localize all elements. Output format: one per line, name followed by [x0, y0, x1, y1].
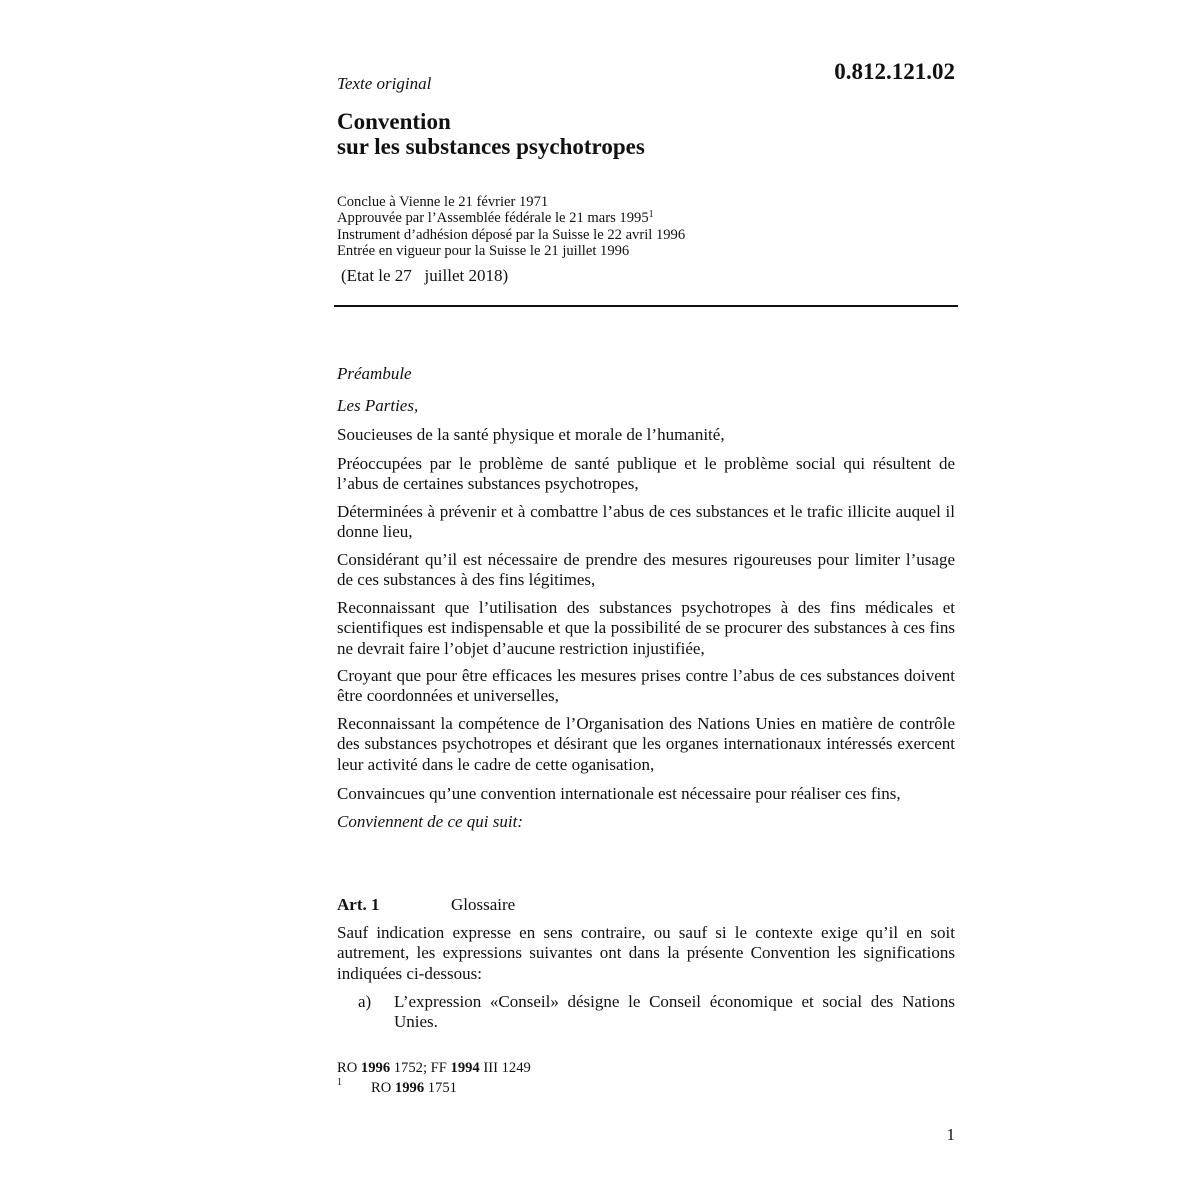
- footnote-ref-1: 1: [648, 209, 654, 221]
- article-heading: [337, 894, 515, 916]
- header-rule: [334, 305, 958, 307]
- state-date: (Etat le 27 juillet 2018): [341, 266, 509, 285]
- footnote-1: [371, 1079, 457, 1097]
- preamble-paragraph: Reconnaissant que l’utilisation des substances psychotropes à des fins médicales et scientifiques est indispensable et que la possibilité de se procurer des substances à ces fins ne devrait faire l’objet d’aucune restriction injustifiée,: [337, 598, 955, 658]
- footnote-ro-page: 1752; FF: [390, 1060, 451, 1076]
- meta-approved: [337, 210, 685, 226]
- title-line-2: sur les substances psychotropes: [337, 134, 645, 159]
- preamble-paragraph: Déterminées à prévenir et à combattre l’abus de ces substances et le trafic illicite auquel il donne lieu,: [337, 502, 955, 542]
- footnote-ff-year: 1994: [450, 1060, 480, 1076]
- document-number: 0.812.121.02: [834, 59, 955, 84]
- footnote-ro-year: 1996: [360, 1060, 391, 1076]
- page-number: 1: [946, 1125, 955, 1144]
- document-title: [337, 109, 645, 159]
- preamble-paragraph: Reconnaissant la compétence de l’Organisation des Nations Unies en matière de contrôle des substances psychotropes et désirant que les organes internationaux intéressés exercent leur activité dans le cadre de cette oganisation,: [337, 714, 955, 774]
- meta-instrument: Instrument d’adhésion déposé par la Suisse le 22 avril 1996: [337, 226, 686, 243]
- footnote-1-year: 1996: [394, 1080, 425, 1096]
- conclusion-metadata: [337, 194, 685, 259]
- preamble-paragraph: Soucieuses de la santé physique et morale de l’humanité,: [337, 425, 725, 444]
- title-line-1: Convention: [337, 109, 451, 134]
- article-intro: Sauf indication expresse en sens contraire, ou sauf si le contexte exige qu’il en soit autrement, les expressions suivantes ont dans la présente Convention les significations indiquées ci-dessous:: [337, 923, 955, 983]
- preamble-paragraph: Croyant que pour être efficaces les mesures prises contre l’abus de ces substances doivent être coordonnées et universelles,: [337, 666, 955, 706]
- meta-entry-into-force: Entrée en vigueur pour la Suisse le 21 juillet 1996: [337, 242, 630, 259]
- footnote-1-label: RO: [371, 1080, 395, 1096]
- original-text-label: Texte original: [337, 74, 432, 93]
- meta-approved-text: Approuvée par l’Assemblée fédérale le 21 mars 1995: [337, 210, 649, 227]
- preamble-paragraph: Convaincues qu’une convention internationale est nécessaire pour réaliser ces fins,: [337, 784, 901, 803]
- list-item-letter: a): [358, 992, 372, 1011]
- article-title: Glossaire: [451, 895, 516, 914]
- preamble-heading: Préambule: [337, 364, 412, 383]
- footnote-source: [337, 1059, 531, 1077]
- meta-concluded: Conclue à Vienne le 21 février 1971: [337, 194, 549, 210]
- preamble-paragraph: Préoccupées par le problème de santé publique et le problème social qui résultent de l’abus de certaines substances psychotropes,: [337, 454, 955, 494]
- footnote-ff-ref: III 1249: [479, 1060, 531, 1076]
- footnote-ro-label: RO: [337, 1060, 361, 1076]
- list-item-text: L’expression «Conseil» désigne le Conseil économique et social des Nations Unies.: [394, 992, 955, 1032]
- preamble-paragraph: Considérant qu’il est nécessaire de prendre des mesures rigoureuses pour limiter l’usage de ces substances à des fins légitimes,: [337, 550, 955, 590]
- footnote-1-page: 1751: [424, 1080, 457, 1096]
- preamble-closing: Conviennent de ce qui suit:: [337, 812, 524, 831]
- article-number: Art. 1: [337, 895, 380, 914]
- preamble-parties: Les Parties,: [337, 396, 419, 415]
- footnote-1-mark: 1: [337, 1077, 342, 1088]
